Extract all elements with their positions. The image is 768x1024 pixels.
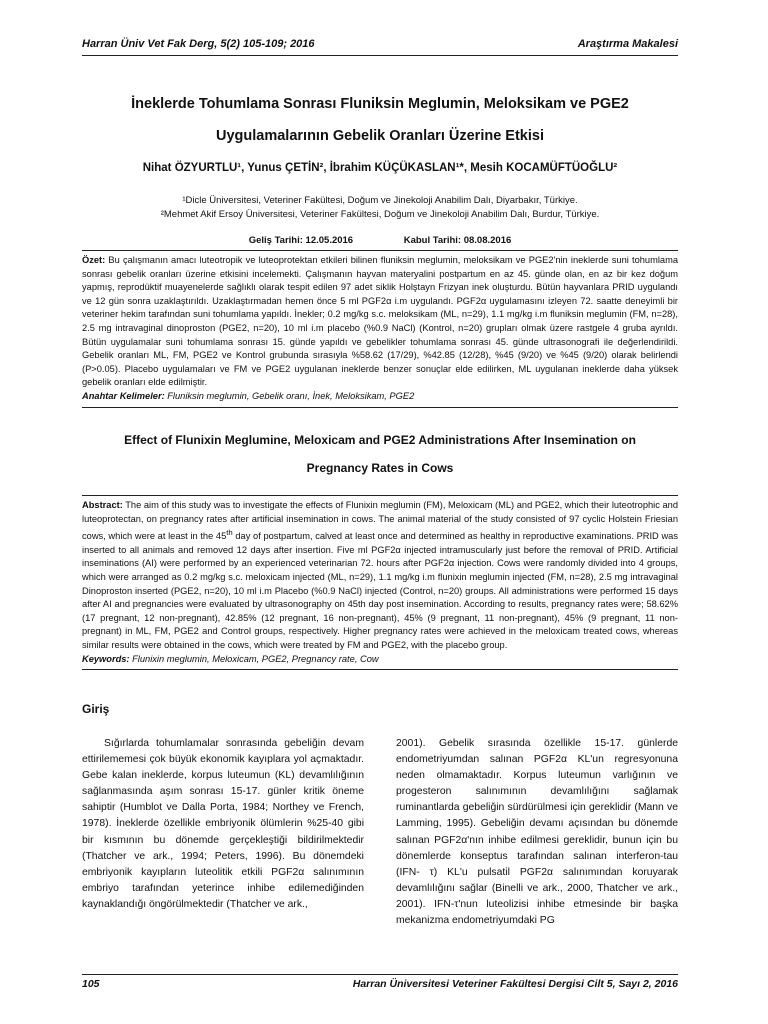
footer-rule [82,974,678,975]
body-column-right: 2001). Gebelik sırasında özellikle 15-17. günlerde endometriyumdan salınan PGF2α KL'un regresyonuna neden olmamaktadır. Korpus luteumun varlığının ve progesteron salınımının devamlılığını sağlamak ruminantlarda gebeliğin sürdürülmesi için gereklidir (Mann ve Lamming, 1995). Gebeliğin devamı açısından bu dönemde salınan PGF2α'nın inhibe edilmesi gereklidir, bunun için bu dönemlerde konseptus tarafından salınan interferon-tau (IFN- τ) KL'u pulsatil PGF2α salınımından koruyarak devamlılığını sağlar (Binelli ve ark., 2000, Thatcher ve ark., 2001). IFN-τ'nun luteolizisi inhibe etmesinde bir başka mekanizma endometriyumdaki PG [396,738,678,927]
abstract-english-text-b: day of postpartum, calved at least once and determined as healthy in reproductive examinations. PRID was inserted to all animals and removed 12 days after insertion. Five ml PGF2α injected intramuscularly just before the removal of PRID. Artificial inseminations (AI) were performed by an experienced veterinarian 72. hours after PGF2α injection. Cows were randomly divided into 4 groups, which were arranged as 0.2 mg/kg s.c. meloxicam injected (ML, n=29), 1.1 mg/kg i.m flunixin meglumin injected (FM, n=28), 2.5 mg intravaginal Dinoproston inserted (PGE2, n=20), 10 ml i.m Placebo (%0.9 NaCl) injected (Control, n=20) groups. All administrations were performed 15 days after AI and pregnancies were evaluated by ultrasonography on 45th day post insemination. According to results, pregnancy rates were; 58.62% (17 pregnant, 12 non-pregnant), 42.85% (12 pregnant, 16 non-pregnant), 45% (9 pregnant, 11 non-pregnant), 45% (9 pregnant, 11 non-pregnant) in ML, FM, PGE2 and Control groups, respectively. Higher pregnancy rates were achieved in the meloxicam treated cows, whereas similar results were obtained in the cows, which were treated by FM and PGE2, with the placebo group. [82,531,678,651]
affiliation-2: ²Mehmet Akif Ersoy Üniversitesi, Veteriner Fakültesi, Doğum ve Jinekoloji Anabilim Dalı, Burdur, Türkiye. [160,209,600,220]
affiliations [82,194,678,222]
keywords-turkish [82,390,678,404]
journal-citation: Harran Üniv Vet Fak Derg, 5(2) 105-109; 2016 [82,38,315,50]
title-english-line-1: Effect of Flunixin Meglumine, Meloxicam and PGE2 Administrations After Insemination on [124,433,636,447]
header-rule [82,55,678,56]
footer-journal: Harran Üniversitesi Veteriner Fakültesi Dergisi Cilt 5, Sayı 2, 2016 [352,978,678,990]
received-date: Geliş Tarihi: 12.05.2016 [248,235,354,246]
abstract-turkish-label: Özet: [82,255,106,265]
section-heading-intro: Giriş [82,702,110,716]
keywords-turkish-label: Anahtar Kelimeler: [82,390,165,401]
abstract-turkish-body [82,254,678,390]
ordinal-superscript: th [226,528,233,538]
affiliation-1: ¹Dicle Üniversitesi, Veteriner Fakültesi, Doğum ve Jinekoloji Anabilim Dalı, Diyarbakır, Türkiye. [182,195,578,206]
author-list: Nihat ÖZYURTLU¹, Yunus ÇETİN², İbrahim KÜÇÜKASLAN¹*, Mesih KOCAMÜFTÜOĞLU² [142,162,618,174]
keywords-english [82,653,678,667]
title-english [82,426,678,482]
abstract-english-label: Abstract: [82,500,123,510]
accepted-date: Kabul Tarihi: 08.08.2016 [403,235,512,246]
keywords-turkish-text: Fluniksin meglumin, Gebelik oranı, İnek, Meloksikam, PGE2 [164,390,415,401]
keywords-english-label: Keywords: [82,653,130,664]
abstract-english-text-a: The aim of this study was to investigate the effects of Flunixin meglumin (FM), Meloxicam (ML) and PGE2, which their luteotrophic and luteoprotectan, on pregnancy rates after artificial insemination in cows. The animal material of the study consisted of 97 cyclic Holstein Friesian cows, which were at least in the 45 [82,500,678,542]
article-type: Araştırma Makalesi [577,38,678,50]
page-footer [82,978,678,992]
running-head [82,38,678,54]
page-number: 105 [82,978,100,990]
article-dates [82,235,678,246]
abstract-turkish-text: Bu çalışmanın amacı luteotropik ve luteoprotektan etkileri bilinen fluniksin meglumin, meloksikam ve PGE2'nin ineklerde suni tohumlama sonrası gebelik oranları üzerine etkisini incelemekti. Çalışmanın hayvan materyalini postpartum en az 45. günde olan, en az bir kez doğum yapmış, reprodüktif muayenelerde sağlıklı olarak tespit edilen 97 adet siklik Holştayn Frizyan inek oluşturdu. Bütün hayvanlara PRID uygulandı ve 12 gün sonra uzaklaştırıldı. Uzaklaştırmadan hemen önce 5 ml PGF2α i.m uygulandı. PGF2α uygulamasını izleyen 72. saatte deneyimli bir veteriner hekim tarafından suni tohumlama yapıldı. İnekler; 0.2 mg/kg s.c. meloksikam (ML, n=29), 1.1 mg/kg i.m fluniksin meglumin (FM, n=28), 2.5 mg intravaginal dinoproston (PGE2, n=20), 10 ml i.m placebo (%0.9 NaCl) (Kontrol, n=20) grupları olmak üzere rastgele 4 gruba ayrıldı. Bütün uygulamalar suni tohumlama sonrası 15. günde yapıldı ve gebelikler tohumlama sonrası 45. günde ultrasonografi ile değerlendirildi. Gebelik oranları ML, FM, PGE2 ve Kontrol grubunda sırasıyla %58.62 (17/29), %42.85 (12/28), %45 (9/20) ve %45 (9/20) olarak belirlendi (P>0.05). Placebo uygulamaları ve FM ve PGE2 uygulanan ineklerde benzer sonuçlar elde edilirken, ML uygulanan ineklerde daha yüksek gebelik oranları elde edilmiştir. [82,255,678,388]
title-turkish-line-2: Uygulamalarının Gebelik Oranları Üzerine Etkisi [216,128,544,144]
abstract-english [82,495,678,670]
keywords-english-text: Flunixin meglumin, Meloxicam, PGE2, Pregnancy rate, Cow [129,653,379,664]
title-english-line-2: Pregnancy Rates in Cows [306,461,454,475]
abstract-turkish [82,250,678,408]
title-turkish-line-1: İneklerde Tohumlama Sonrası Fluniksin Meglumin, Meloksikam ve PGE2 [131,96,629,112]
title-turkish [82,88,678,152]
abstract-english-body [82,499,678,653]
body-column-left: Sığırlarda tohumlamalar sonrasında gebeliğin devam ettirilememesi çok büyük ekonomik kayıplara yol açmaktadır. Gebe kalan ineklerde, korpus luteumun (KL) devamlılığının sağlanmasında aşım sonrası 15-17. günler kritik öneme sahiptir (Humblot ve Dalla Porta, 1984; Northey ve French, 1978). İneklerde özellikle embriyonik ölümlerin %25-40 gibi bir kısmının bu dönemde gerçekleştiği bildirilmektedir (Thatcher ve ark., 1994; Peters, 1996). Bu dönemdeki embriyonik kayıpların luteolitik etkili PGF2α salınımının embriyo tarafından yeterince inhibe edilemediğinden kaynaklandığı öngörülmektedir (Thatcher ve ark., [82,738,364,910]
